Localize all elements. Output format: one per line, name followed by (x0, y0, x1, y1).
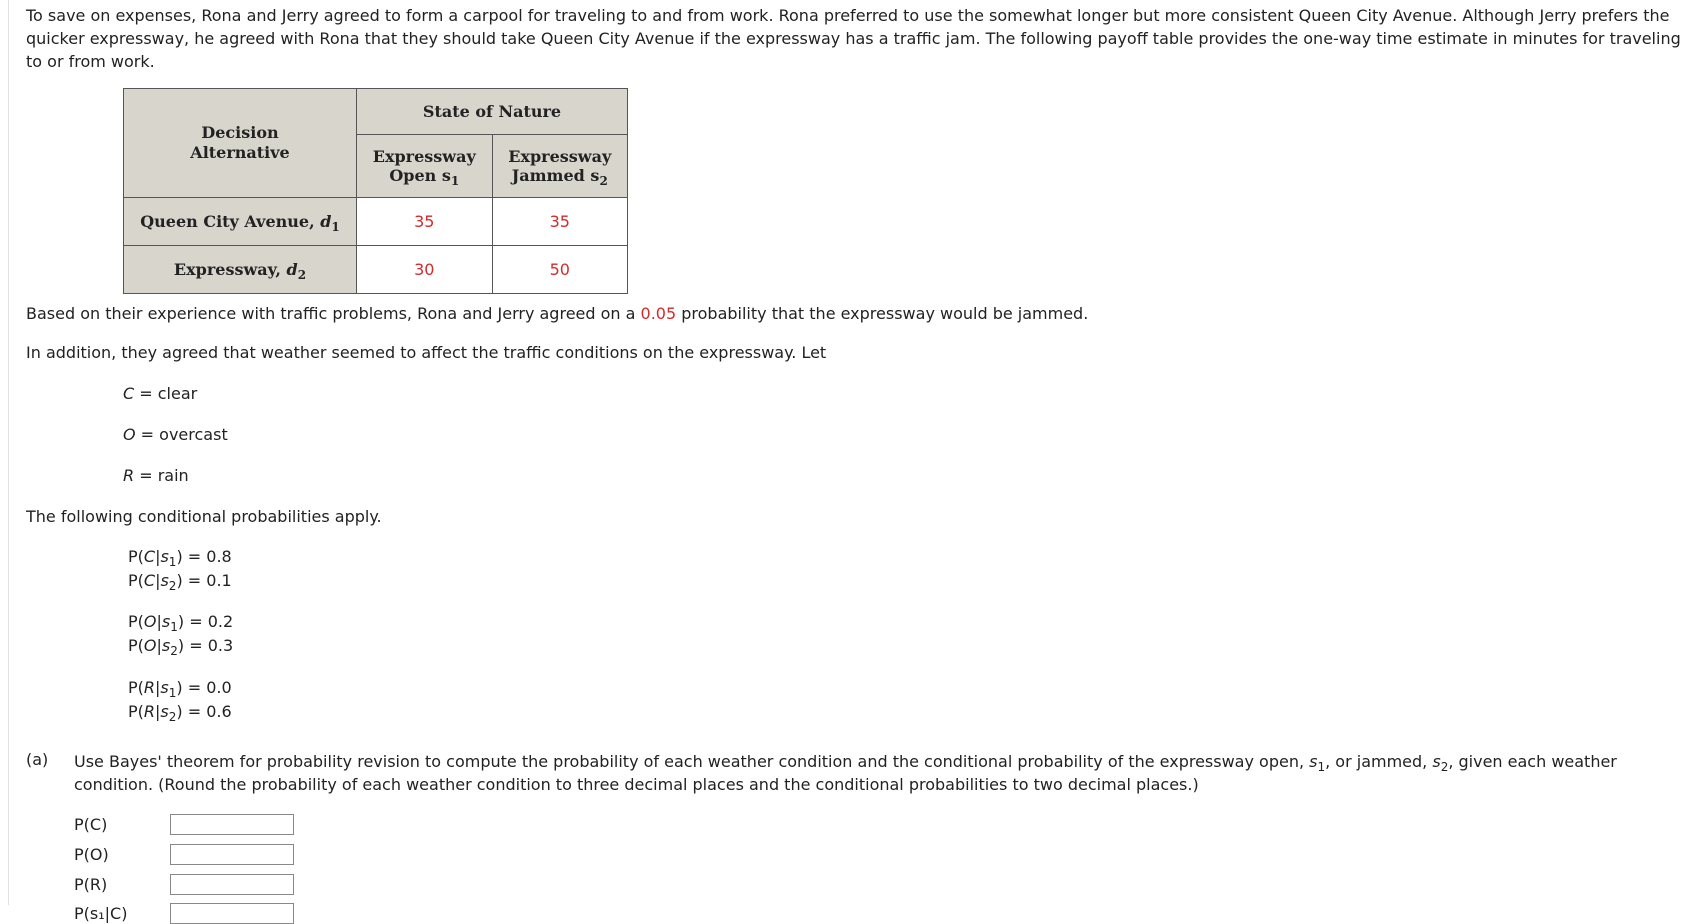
expressway-open-header: Expressway Open $s_1$ (357, 135, 493, 198)
answer-label-ps1-c: P(s₁|C) (74, 904, 128, 923)
conditional-probability: $P(R|s_1) = 0.0$ $P(R|s_2) = 0.6$ (128, 678, 232, 724)
part-a-text: Use Bayes' theorem for probability revision to compute the probability of each weather condition and the conditional probability of the expressway open, $s_1$, or jammed, $s_2$, given each weather condition. (Round the probability of each weather condition to three decimal places and the conditional probabilities to two decimal places.) (74, 752, 1617, 794)
answer-label-pc: P(C) (74, 815, 108, 834)
conditional-probability: $P(C|s_1) = 0.8$ $P(C|s_2) = 0.1$ (128, 547, 232, 593)
left-margin-rule (8, 0, 9, 905)
weather-intro: In addition, they agreed that weather seemed to affect the traffic conditions on the expressway. Let (26, 343, 827, 362)
definition-overcast: O = overcast (123, 425, 228, 444)
row-label-expressway: Expressway, $d_2$ (124, 246, 357, 294)
definition-rain: R = rain (123, 466, 189, 485)
payoff-cell: 35 (492, 198, 628, 246)
definition-clear: C = clear (123, 384, 198, 403)
payoff-cell: 35 (357, 198, 493, 246)
decision-alternative-header: Decision Alternative (124, 89, 357, 198)
intro-paragraph: To save on expenses, Rona and Jerry agreed to form a carpool for traveling to and from work. Rona preferred to use the somewhat longer but more consistent Queen City Avenue. Although Jerry prefers the quicker expressway, he agreed with Rona that they should take Queen City Avenue if the expressway has a traffic jam. The following payoff table provides the one-way time estimate in minutes for traveling to or from work. (26, 6, 1681, 71)
state-of-nature-header: State of Nature (357, 89, 628, 135)
payoff-table (123, 88, 628, 294)
table-row (124, 246, 628, 294)
part-a-letter: (a) (26, 750, 49, 769)
jam-probability-value: 0.05 (640, 304, 677, 323)
jam-probability-sentence: Based on their experience with traffic problems, Rona and Jerry agreed on a 0.05 probability that the expressway would be jammed. (26, 304, 1089, 323)
answer-input-ps1-c[interactable] (170, 903, 294, 924)
expressway-jammed-header: Expressway Jammed $s_2$ (492, 135, 628, 198)
answer-input-po[interactable] (170, 844, 294, 865)
answer-input-pc[interactable] (170, 814, 294, 835)
payoff-cell: 50 (492, 246, 628, 294)
table-row (124, 198, 628, 246)
row-label-queen-city: Queen City Avenue, $d_1$ (124, 198, 357, 246)
answer-label-po: P(O) (74, 845, 109, 864)
payoff-cell: 30 (357, 246, 493, 294)
conditional-probability: $P(O|s_1) = 0.2$ $P(O|s_2) = 0.3$ (128, 612, 234, 658)
answer-input-pr[interactable] (170, 874, 294, 895)
conditional-intro: The following conditional probabilities apply. (26, 507, 382, 526)
answer-label-pr: P(R) (74, 875, 108, 894)
